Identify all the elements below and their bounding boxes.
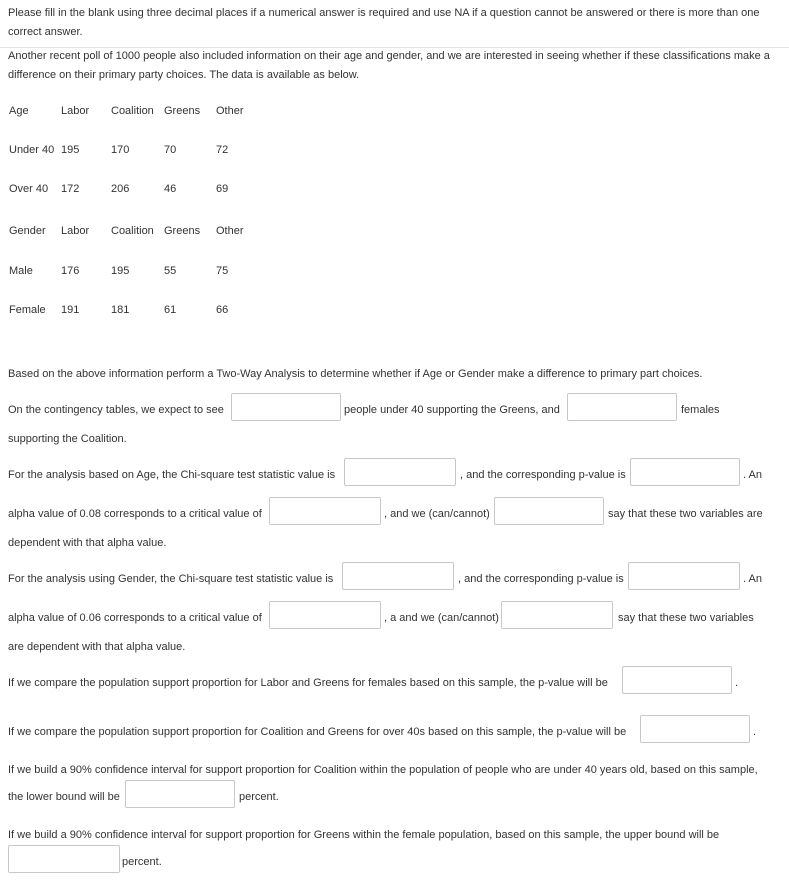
age-row-over40-greens: 46 <box>164 183 177 195</box>
gender-row-female-greens: 61 <box>164 304 177 316</box>
q3-text-e: , a and we (can/cannot) <box>384 612 499 624</box>
q6-lower-bound-input[interactable] <box>125 780 235 808</box>
gender-header-other: Other <box>216 225 244 237</box>
q2-text-d: alpha value of 0.08 corresponds to a critical value of <box>8 508 262 520</box>
age-header-greens: Greens <box>164 105 201 117</box>
age-header-other: Other <box>216 105 244 117</box>
q3-chi-square-input[interactable] <box>342 562 454 590</box>
age-row-under40-greens: 70 <box>164 144 177 156</box>
task-text: Based on the above information perform a Two-Way Analysis to determine whether if Age or Gender make a difference to primary part choices. <box>8 368 703 380</box>
age-row-over40-labor: 172 <box>61 183 80 195</box>
q5-p-value-input[interactable] <box>640 715 750 743</box>
q2-text-f: say that these two variables are <box>608 508 763 520</box>
q4-p-value-input[interactable] <box>622 666 732 694</box>
intro-text: Another recent poll of 1000 people also included information on their age and gender, and we are interested in seeing whether if these classifications make a difference on their primary party choices. The data is available as below. <box>8 50 770 81</box>
age-header-age: Age <box>9 105 29 117</box>
q3-text-c: . An <box>743 573 762 585</box>
gender-row-female-coalition: 181 <box>111 304 130 316</box>
q3-text-a: For the analysis using Gender, the Chi-square test statistic value is <box>8 573 334 585</box>
q3-text-d: alpha value of 0.06 corresponds to a critical value of <box>8 612 262 624</box>
age-row-over40-label: Over 40 <box>9 183 49 195</box>
instructions-text: Please fill in the blank using three decimal places if a numerical answer is required and use NA if a question cannot be answered or there is more than one correct answer. <box>8 7 760 38</box>
age-header-coalition: Coalition <box>111 105 154 117</box>
q1-text-d: supporting the Coalition. <box>8 433 127 445</box>
q1-under40-greens-input[interactable] <box>231 393 341 421</box>
gender-row-male-greens: 55 <box>164 265 177 277</box>
gender-header-gender: Gender <box>9 225 46 237</box>
q3-text-g: are dependent with that alpha value. <box>8 641 186 653</box>
q5-text-a: If we compare the population support proportion for Coalition and Greens for over 40s based on this sample, the p-value will be <box>8 726 627 738</box>
q3-critical-value-input[interactable] <box>269 601 381 629</box>
q1-text-a: On the contingency tables, we expect to see <box>8 404 224 416</box>
q2-p-value-input[interactable] <box>630 458 740 486</box>
q3-text-f: say that these two variables <box>618 612 754 624</box>
q6-text-a: If we build a 90% confidence interval for support proportion for Coalition within the population of people who are under 40 years old, based on this sample, <box>8 764 758 776</box>
q6-text-c: percent. <box>239 791 279 803</box>
q2-critical-value-input[interactable] <box>269 497 381 525</box>
age-row-under40-labor: 195 <box>61 144 80 156</box>
q1-text-b: people under 40 supporting the Greens, and <box>344 404 560 416</box>
age-row-over40-coalition: 206 <box>111 183 130 195</box>
q2-chi-square-input[interactable] <box>344 458 456 486</box>
q2-text-a: For the analysis based on Age, the Chi-square test statistic value is <box>8 469 336 481</box>
age-row-under40-label: Under 40 <box>9 144 55 156</box>
q2-text-c: . An <box>743 469 762 481</box>
q4-text-a: If we compare the population support proportion for Labor and Greens for females based on this sample, the p-value will be <box>8 677 608 689</box>
q2-can-cannot-input[interactable] <box>494 497 604 525</box>
gender-header-labor: Labor <box>61 225 90 237</box>
q5-text-b: . <box>753 726 757 738</box>
gender-row-male-label: Male <box>9 265 33 277</box>
q6-text-b: the lower bound will be <box>8 791 120 803</box>
q7-text-a: If we build a 90% confidence interval for support proportion for Greens within the female population, based on this sample, the upper bound will be <box>8 829 720 841</box>
gender-row-male-labor: 176 <box>61 265 80 277</box>
gender-header-greens: Greens <box>164 225 201 237</box>
gender-row-female-other: 66 <box>216 304 229 316</box>
q2-text-e: , and we (can/cannot) <box>384 508 490 520</box>
gender-header-coalition: Coalition <box>111 225 154 237</box>
q2-text-b: , and the corresponding p-value is <box>460 469 626 481</box>
gender-row-male-other: 75 <box>216 265 229 277</box>
q3-p-value-input[interactable] <box>628 562 740 590</box>
gender-row-female-label: Female <box>9 304 46 316</box>
age-row-over40-other: 69 <box>216 183 229 195</box>
gender-row-male-coalition: 195 <box>111 265 130 277</box>
q4-text-b: . <box>735 677 739 689</box>
q2-text-g: dependent with that alpha value. <box>8 537 167 549</box>
gender-row-female-labor: 191 <box>61 304 80 316</box>
q3-can-cannot-input[interactable] <box>501 601 613 629</box>
q7-text-b: percent. <box>122 856 162 868</box>
age-row-under40-coalition: 170 <box>111 144 130 156</box>
q1-text-c: females <box>681 404 720 416</box>
age-row-under40-other: 72 <box>216 144 229 156</box>
q7-upper-bound-input[interactable] <box>8 845 120 873</box>
q1-female-coalition-input[interactable] <box>567 393 677 421</box>
q3-text-b: , and the corresponding p-value is <box>458 573 624 585</box>
age-header-labor: Labor <box>61 105 90 117</box>
